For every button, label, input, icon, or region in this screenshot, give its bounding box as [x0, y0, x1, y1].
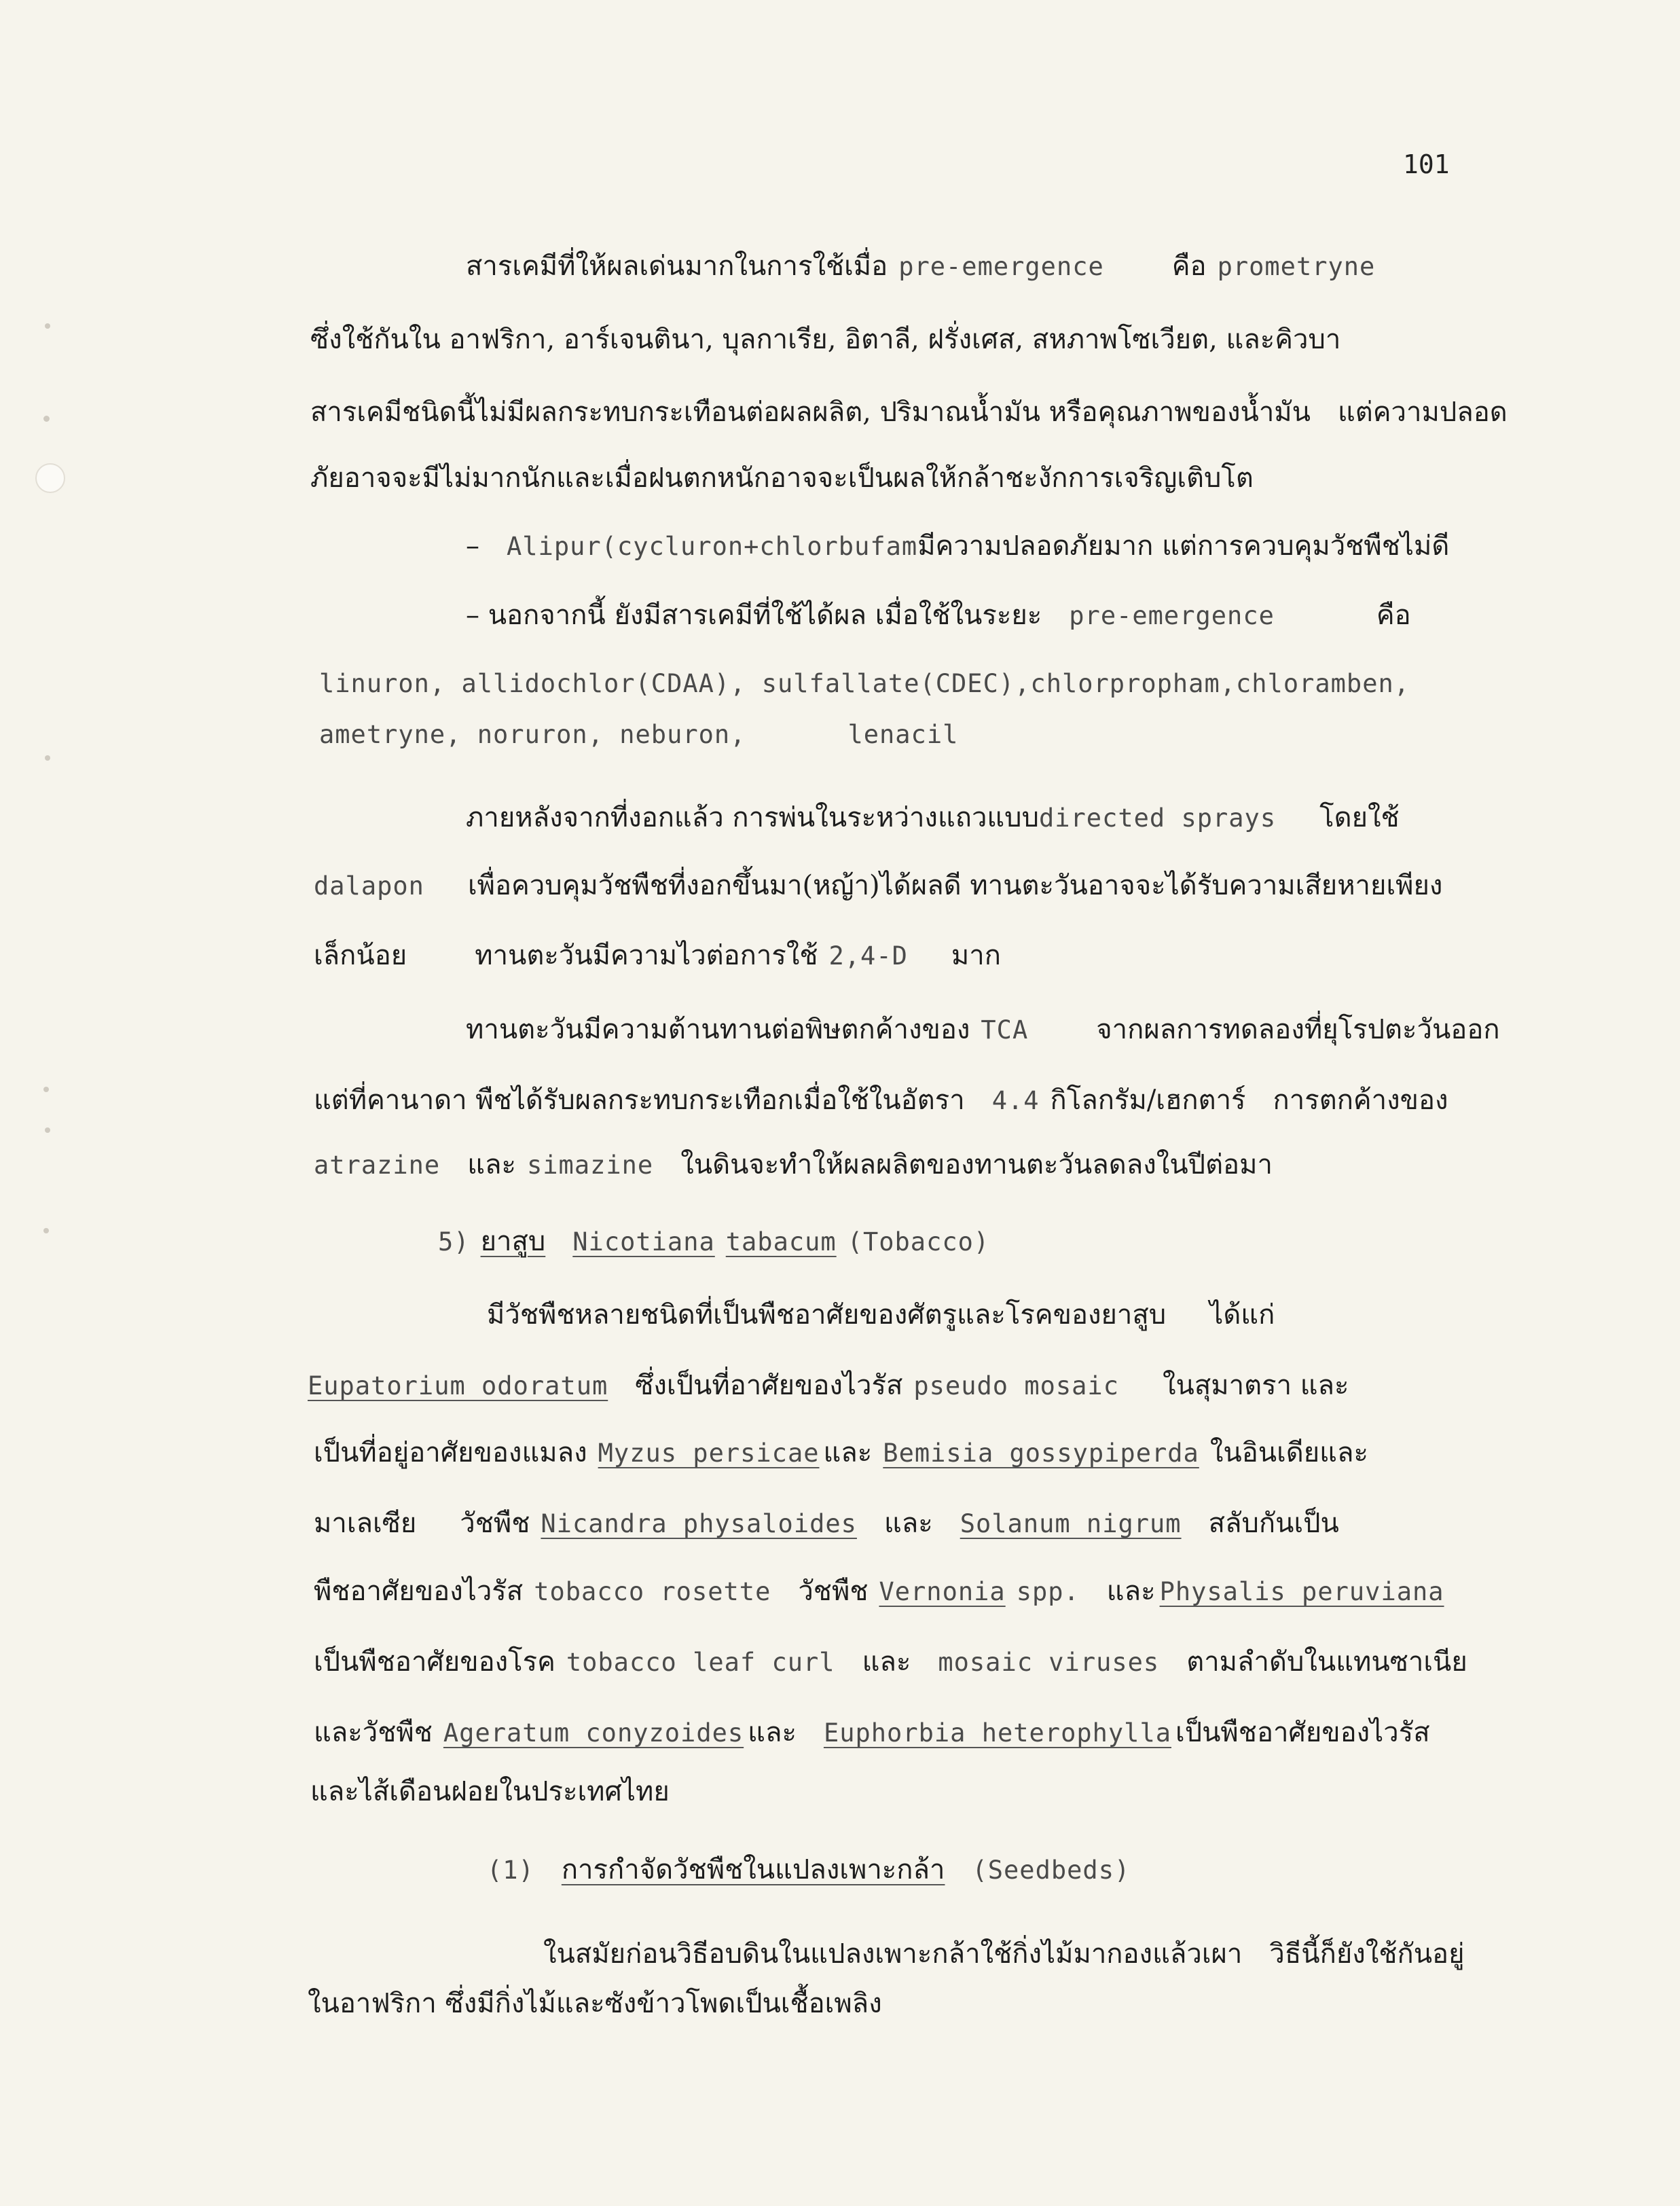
text-line — [466, 796, 1400, 839]
term: atrazine — [314, 1151, 441, 1180]
text-segment: และไส้เดือนฝอยในประเทศไทย — [310, 1776, 670, 1807]
text-segment: สารเคมีที่ให้ผลเด่นมากในการใช้เมื่อ — [466, 251, 888, 282]
text-line — [314, 1079, 1448, 1122]
term-list: ametryne, noruron, neburon, — [319, 720, 746, 749]
text-line — [319, 662, 1410, 706]
species-name: Myzus persicae — [598, 1439, 820, 1468]
term: pre-emergence — [1069, 601, 1275, 630]
text-segment: มีความปลอดภัยมาก แต่การควบคุมวัชพืชไม่ดี — [917, 530, 1450, 562]
text-line — [314, 1640, 1467, 1684]
species-name: Euphorbia heterophylla — [823, 1718, 1172, 1748]
text-line — [310, 318, 1340, 361]
common-name: (Tobacco) — [847, 1227, 990, 1256]
text-line — [487, 1293, 1275, 1337]
text-segment: เล็กน้อย — [314, 940, 407, 971]
text-segment: และ — [883, 1508, 933, 1539]
text-segment: สลับกันเป็น — [1208, 1508, 1339, 1539]
paper-speck — [45, 323, 50, 329]
text-segment: ภัยอาจจะมีไม่มากนักและเมื่อฝนตกหนักอาจจะเป็นผลให้กล้าชะงักการเจริญเติบโต — [310, 463, 1254, 494]
page-number: 101 — [1403, 149, 1450, 179]
text-segment: และ — [467, 1149, 516, 1180]
text-line — [308, 1982, 882, 2025]
text-segment: ในอินเดียและ — [1209, 1437, 1368, 1468]
term: prometryne — [1217, 252, 1376, 281]
text-segment: จากผลการทดลองที่ยุโรปตะวันออก — [1096, 1014, 1500, 1045]
term: pre-emergence — [898, 252, 1104, 281]
text-segment: เป็นที่อยู่อาศัยของแมลง — [314, 1437, 587, 1468]
text-segment: พืชอาศัยของไวรัส — [314, 1576, 524, 1607]
term-list: linuron, allidochlor(CDAA), sulfallate(CDEC),chlorpropham,chloramben, — [319, 669, 1410, 698]
text-segment: โดยใช้ — [1319, 802, 1400, 833]
text-segment: ตามลำดับในแทนซาเนีย — [1186, 1646, 1467, 1678]
text-segment: ในดินจะทำให้ผลผลิตของทานตะวันลดลงในปีต่อมา — [680, 1149, 1273, 1180]
text-line — [314, 864, 1442, 907]
text-segment: เป็นพืชอาศัยของโรค — [314, 1646, 555, 1678]
text-line — [314, 1570, 1444, 1613]
text-segment: มาเลเซีย — [314, 1508, 417, 1539]
text-segment: และวัชพืช — [314, 1717, 433, 1748]
species-name: Vernonia — [879, 1577, 1006, 1606]
text-segment: และ — [862, 1646, 911, 1678]
term: Alipur(cycluron+chlorbufam — [507, 532, 918, 561]
text-line — [543, 1932, 1465, 1976]
species-name: Nicandra physaloides — [541, 1509, 857, 1538]
text-segment: ซึ่งเป็นที่อาศัยของไวรัส — [635, 1370, 903, 1401]
text-segment: สารเคมีชนิดนี้ไม่มีผลกระทบกระเทือนต่อผลผลิต, ปริมาณน้ำมัน หรือคุณภาพของน้ำมัน — [310, 397, 1311, 428]
paper-speck — [43, 416, 50, 422]
section-heading — [438, 1220, 989, 1263]
text-segment: วิธีนี้ก็ยังใช้กันอยู่ — [1269, 1938, 1465, 1970]
paper-speck — [45, 1127, 50, 1133]
dash-bullet: – — [466, 530, 479, 562]
paper-speck — [43, 1087, 49, 1092]
text-line — [314, 1143, 1273, 1187]
binder-hole — [35, 463, 65, 493]
text-segment: ในอาฟริกา ซึ่งมีกิ่งไม้และซังข้าวโพดเป็นเชื้อเพลิง — [308, 1988, 882, 2019]
rate-value: 4.4 — [991, 1086, 1040, 1115]
text-segment: และ — [1106, 1576, 1156, 1607]
text-segment: เพื่อควบคุมวัชพืชที่งอกขึ้นมา(หญ้า)ได้ผลดี ทานตะวันอาจจะได้รับความเสียหายเพียง — [467, 870, 1443, 901]
text-segment: ภายหลังจากที่งอกแล้ว การพ่นในระหว่างแถวแบบ — [466, 802, 1039, 833]
subsection-number: (1) — [487, 1856, 534, 1885]
text-line — [310, 391, 1508, 434]
text-line — [314, 1431, 1368, 1475]
text-segment: การตกค้างของ — [1273, 1085, 1448, 1116]
text-segment: ในสมัยก่อนวิธีอบดินในแปลงเพาะกล้าใช้กิ่งไม้มากองแล้วเผา — [543, 1938, 1243, 1970]
text-line — [466, 245, 1375, 288]
species-name: Ageratum conyzoides — [443, 1718, 744, 1748]
text-segment: ทานตะวันมีความต้านทานต่อพิษตกค้างของ — [466, 1014, 970, 1045]
term: directed sprays — [1038, 803, 1277, 833]
text-line — [314, 1711, 1430, 1754]
term: tobacco rosette — [534, 1577, 771, 1606]
text-line — [466, 524, 1449, 568]
text-segment: และ — [823, 1437, 873, 1468]
subsection-english-title: (Seedbeds) — [972, 1856, 1131, 1885]
species-name: Bemisia gossypiperda — [883, 1439, 1199, 1468]
species-name: Solanum nigrum — [960, 1509, 1182, 1538]
text-segment: แต่ความปลอด — [1338, 397, 1508, 428]
text-line — [308, 1364, 1349, 1407]
text-segment: วัชพืช — [460, 1508, 530, 1539]
text-segment: มีวัชพืชหลายชนิดที่เป็นพืชอาศัยของศัตรูและโรคของยาสูบ — [487, 1299, 1167, 1331]
text-segment: คือ — [1376, 600, 1411, 631]
section-title: ยาสูบ — [480, 1226, 546, 1257]
term: spp. — [1016, 1577, 1080, 1606]
text-segment: กิโลกรัม/เฮกตาร์ — [1050, 1085, 1246, 1116]
subsection-title: การกำจัดวัชพืชในแปลงเพาะกล้า — [561, 1854, 945, 1885]
text-segment: มาก — [951, 940, 1001, 971]
species-name: Eupatorium odoratum — [308, 1371, 608, 1400]
text-line — [314, 934, 1001, 977]
term: 2,4-D — [828, 941, 908, 971]
term: tobacco leaf curl — [566, 1648, 835, 1677]
text-segment: ซึ่งใช้กันใน อาฟริกา, อาร์เจนตินา, บุลกาเรีย, อิตาลี, ฝรั่งเศส, สหภาพโซเวียต, และคิวบา — [310, 324, 1341, 355]
text-line — [310, 456, 1254, 500]
text-segment: แต่ที่คานาดา พืชได้รับผลกระทบกระเทือกเมื่อใช้ในอัตรา — [314, 1085, 965, 1116]
species-name: Physalis peruviana — [1159, 1577, 1444, 1606]
text-line — [314, 1502, 1339, 1545]
text-segment: ทานตะวันมีความไวต่อการใช้ — [475, 940, 818, 971]
text-segment: – นอกจากนี้ ยังมีสารเคมีที่ใช้ได้ผล เมื่อใช้ในระยะ — [466, 600, 1042, 631]
paper-speck — [45, 755, 50, 761]
term: TCA — [981, 1015, 1029, 1045]
term: pseudo mosaic — [913, 1371, 1119, 1400]
text-segment: เป็นพืชอาศัยของไวรัส — [1175, 1717, 1430, 1748]
paper-speck — [43, 1228, 49, 1233]
text-segment: วัชพืช — [798, 1576, 869, 1607]
term: mosaic viruses — [938, 1648, 1160, 1677]
term: simazine — [527, 1151, 654, 1180]
species-name: tabacum — [725, 1227, 837, 1256]
text-line — [466, 1008, 1500, 1051]
text-line — [310, 1770, 670, 1813]
text-segment: คือ — [1171, 251, 1207, 282]
text-line — [466, 594, 1411, 637]
text-segment: และ — [748, 1717, 797, 1748]
text-segment: ได้แก่ — [1209, 1299, 1275, 1331]
section-number: 5) — [438, 1227, 470, 1256]
text-line — [319, 713, 958, 757]
text-segment: ในสุมาตรา และ — [1162, 1370, 1349, 1401]
species-name: Nicotiana — [572, 1227, 715, 1256]
term: dalapon — [314, 871, 424, 901]
term: lenacil — [847, 720, 959, 749]
subsection-heading — [487, 1848, 1130, 1892]
